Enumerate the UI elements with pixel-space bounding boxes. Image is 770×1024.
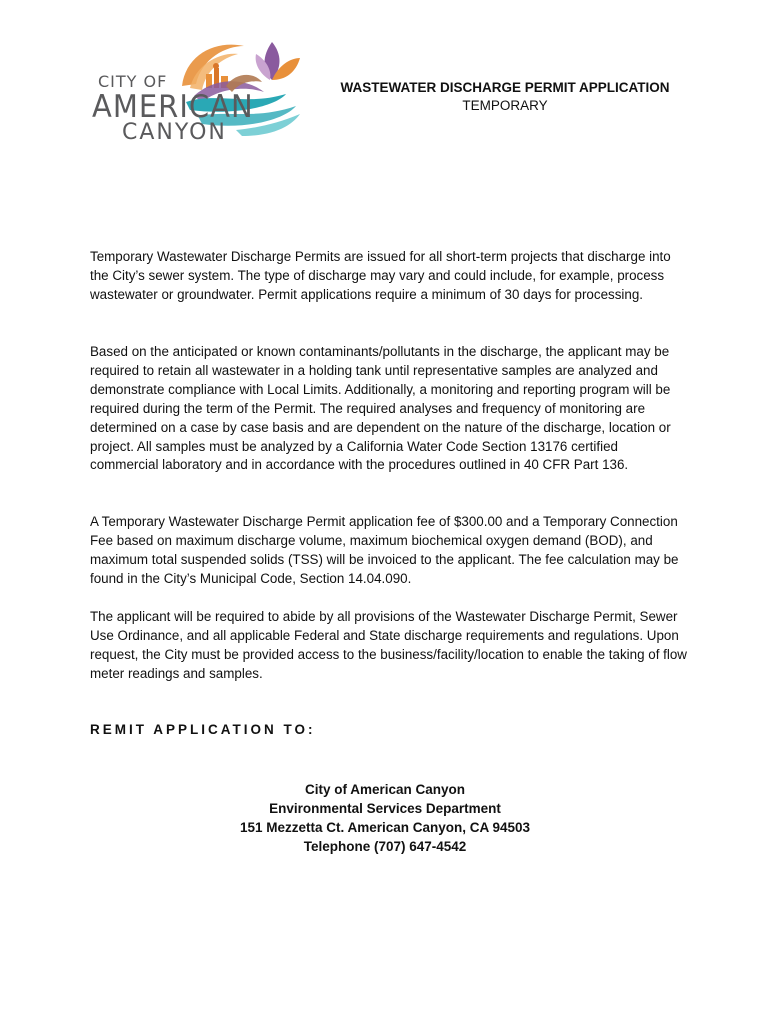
logo-american: AMERICAN	[92, 88, 254, 125]
remit-street: 151 Mezzetta Ct. American Canyon, CA 94503	[239, 820, 531, 835]
remit-name: City of American Canyon	[304, 782, 466, 797]
city-logo	[86, 36, 316, 148]
document-title-block	[320, 79, 690, 115]
remit-phone: Telephone (707) 647-4542	[303, 839, 467, 854]
fee-paragraph: A Temporary Wastewater Discharge Permit application fee of $300.00 and a Temporary Connection Fee based on maximum discharge volume, maximum biochemical oxygen demand (BOD), and maximum total suspended solids (TSS) will be invoiced to the applicant. The fee calculation may be found in the City’s Municipal Code, Section 14.04.090.	[90, 514, 679, 586]
provisions-paragraph: The applicant will be required to abide by all provisions of the Wastewater Discharge Permit, Sewer Use Ordinance, and all applicable Federal and State discharge requirements and regulations. Upon request, the City must be provided access to the business/facility/location to enable the taking of flow meter readings and samples.	[90, 609, 687, 681]
logo-city-of: CITY OF	[98, 72, 168, 91]
remit-department: Environmental Services Department	[269, 801, 501, 816]
document-title: WASTEWATER DISCHARGE PERMIT APPLICATION	[340, 80, 670, 95]
monitoring-paragraph: Based on the anticipated or known contaminants/pollutants in the discharge, the applicant may be required to retain all wastewater in a holding tank until representative samples are analyzed and demonstrate compliance with Local Limits. Additionally, a monitoring and reporting program will be required during the term of the Permit. The required analyses and frequency of monitoring are determined on a case by case basis and are dependent on the nature of the discharge, location or project. All samples must be analyzed by a California Water Code Section 13176 certified commercial laboratory and in accordance with the procedures outlined in 40 CFR Part 136.	[90, 344, 671, 473]
logo-canyon: CANYON	[122, 120, 227, 145]
document-subtitle: TEMPORARY	[462, 98, 548, 113]
intro-paragraph: Temporary Wastewater Discharge Permits are issued for all short-term projects that discharge into the City’s sewer system. The type of discharge may vary and could include, for example, process wastewater or groundwater. Permit applications require a minimum of 30 days for processing.	[90, 249, 671, 302]
logo-text	[86, 36, 316, 148]
remit-address-block	[170, 780, 600, 856]
remit-heading: REMIT APPLICATION TO:	[90, 722, 316, 737]
